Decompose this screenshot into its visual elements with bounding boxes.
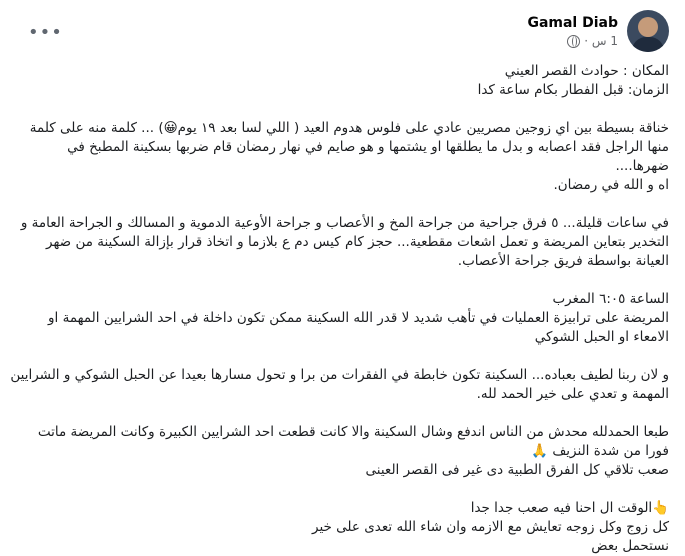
post-text	[10, 62, 669, 556]
post-time[interactable]: 1 س	[591, 33, 618, 48]
more-options-icon[interactable]: •••	[28, 22, 63, 43]
text-paragraph: المريضة على ترابيزة العمليات في تأهب شديد لا قدر الله السكينة ممكن تكون داخلة في احد الشرايين المهمة او الامعاء او الحبل الشوكي	[48, 310, 669, 345]
post-header	[527, 10, 669, 52]
avatar[interactable]	[627, 10, 669, 52]
author-name[interactable]: Gamal Diab	[527, 14, 618, 31]
text-line: نستحمل بعض	[591, 538, 669, 554]
text-paragraph: طبعا الحمدلله محدش من الناس اندفع وشال السكينة والا كانت قطعت احد الشرايين الكبيرة وكانت المريضة ماتت فورا من شدة النزيف 🙏	[37, 424, 669, 459]
text-paragraph: و لان ربنا لطيف بعباده... السكينة تكون خابطة في الفقرات من برا و تحول مسارها بعيدا عن الحبل الشوكي و الشرايين المهمة و تعدي على خير الحمد لله.	[10, 367, 669, 402]
text-line: المكان : حوادث القصر العيني	[504, 63, 669, 79]
text-line: 👆الوقت ال احنا فيه صعب جدا جدا	[470, 500, 669, 516]
text-line: صعب تلاقي كل الفرق الطبية دى غير فى القصر العينى	[365, 462, 669, 478]
text-line: كل زوج وكل زوجه تعايش مع الازمه وان شاء الله تعدى على خير	[312, 519, 669, 535]
text-paragraph: خناقة بسيطة بين اي زوجين مصريين عادي على فلوس هدوم العيد ( اللي لسا بعد ١٩ يوم😀) ... كلمة منه على كلمة منها الراجل فقد اعصابه و بدل ما يطلقها او يشتمها و هو صايم في نهار رمضان قام ضربها بسكينة المطبخ في ضهرها....	[29, 120, 669, 174]
globe-icon[interactable]	[567, 35, 580, 48]
text-line: اه و الله في رمضان.	[553, 177, 669, 193]
post-subline: 1 س ·	[527, 34, 618, 48]
avatar-head	[638, 17, 658, 37]
text-line: الزمان: قبل الفطار بكام ساعة كدا	[477, 82, 669, 98]
text-line: الساعة ٦:٠٥ المغرب	[552, 291, 669, 307]
text-paragraph: في ساعات قليلة... ٥ فرق جراحية من جراحة المخ و الأعصاب و جراحة الأوعية الدموية و المسالك و الجراحة العامة و التخدير بتعاين المريضة و تعمل اشعات مقطعية... حجز كام كيس دم ع بلازما و اتخاذ قرار بإزالة السكينة من ضهر العيانة بواسطة فريق جراحة الأعصاب.	[20, 215, 669, 269]
post-meta	[527, 15, 618, 48]
avatar-body	[632, 37, 664, 52]
